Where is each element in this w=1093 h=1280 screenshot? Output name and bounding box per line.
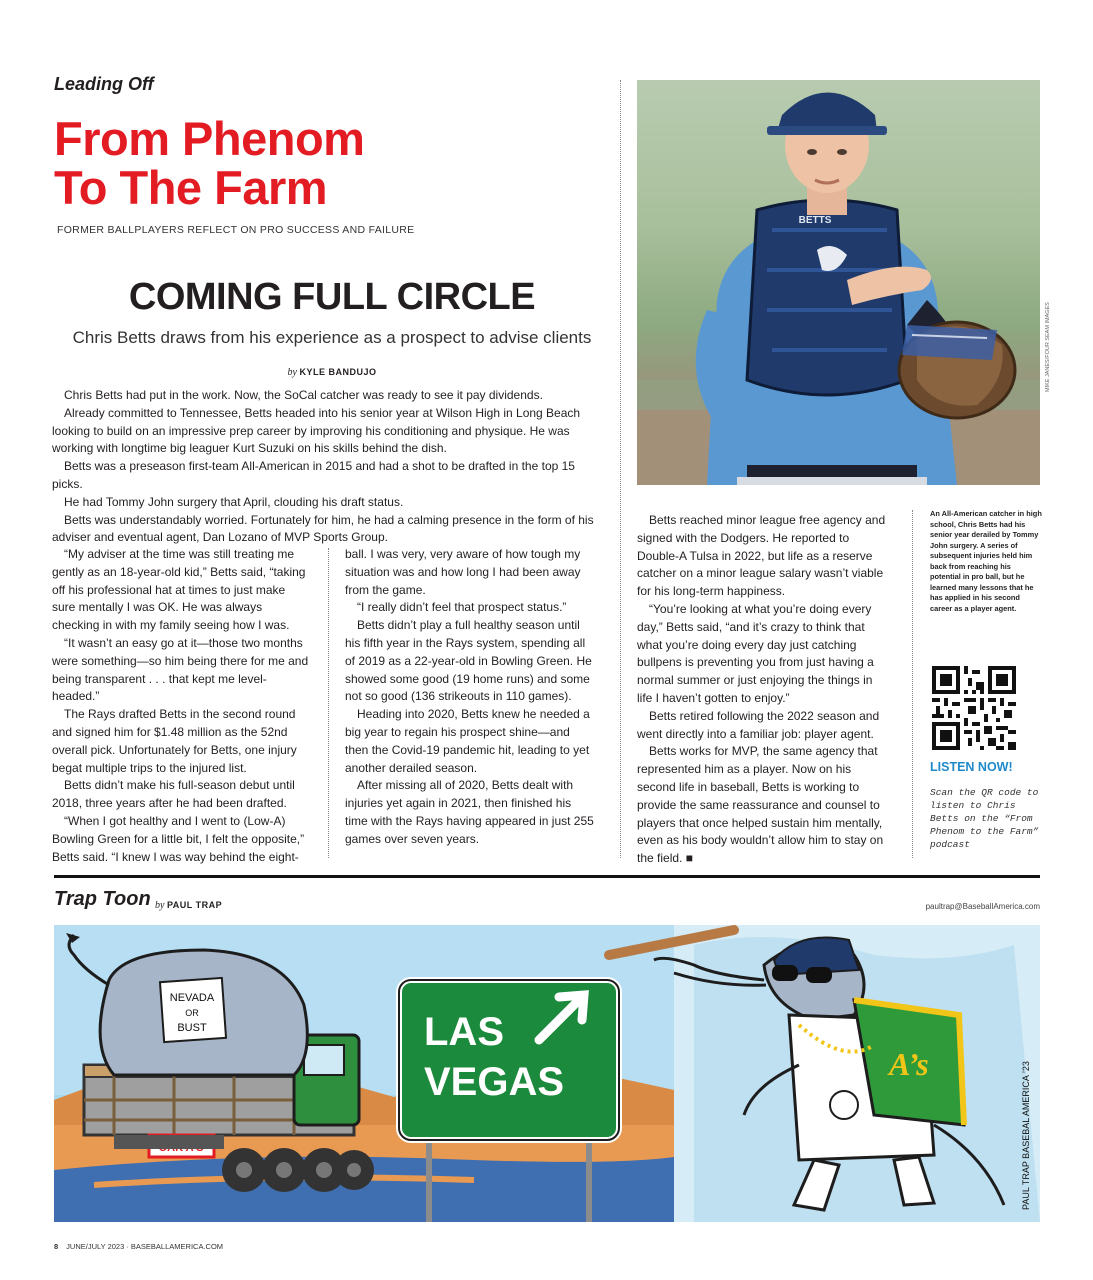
sign-line-2: VEGAS (424, 1060, 565, 1104)
tank-sign-line-3: BUST (177, 1022, 207, 1034)
toon-email[interactable]: paultrap@BaseballAmerica.com (925, 902, 1040, 911)
column-divider (328, 548, 329, 858)
toon-author: PAUL TRAP (166, 900, 223, 910)
chest-name-label: BETTS (798, 215, 832, 226)
intro-paragraph: Betts was understandably worried. Fortunately for him, he had a calming presence in the form of his adviser and eventual agent, Dan Lozano of MVP Sports Group. (52, 512, 594, 545)
section-rule (54, 875, 1040, 878)
player-photo (637, 80, 1040, 485)
body-paragraph: “You’re looking at what you’re doing every day,” Betts said, “and it’s crazy to think that what you’re doing every day just catching bullpens is preventing you from just having a normal summer or just enjoying the things in life I haven’t gotten to enjoy.” (637, 601, 874, 705)
body-paragraph: Betts reached minor league free agency and signed with the Dodgers. He reported to Double-A Tulsa in 2022, but life as a reserve catcher on a minor league salary wasn’t viable for his long-term happiness. (637, 513, 886, 599)
sign-line-1: LAS (424, 1010, 504, 1054)
story-column-2 (345, 546, 595, 849)
story-title: COMING FULL CIRCLE (128, 276, 536, 318)
toon-title: Trap Toon (54, 888, 151, 910)
body-paragraph: ball. I was very, very aware of how tough my situation was and how long I had been away from the game. (345, 547, 581, 597)
headline-line-1: From Phenom (54, 112, 365, 165)
podcast-note: Scan the QR code to listen to Chris Betts on the “From Phenom to the Farm” podcast (930, 787, 1039, 850)
cartoon-signature: PAUL TRAP BASEBAL AMERICA ’23 (1021, 1061, 1031, 1210)
cartoon (54, 925, 1040, 1222)
story-column-3 (637, 512, 887, 868)
cape-logo: A’s (889, 1046, 929, 1082)
column-divider (912, 510, 913, 858)
story-deck: Chris Betts draws from his experience as a prospect to advise clients (72, 328, 592, 347)
byline-prefix: by (287, 367, 297, 378)
toon-byline (155, 900, 222, 911)
body-paragraph: “When I got healthy and I went to (Low-A) Bowling Green for a little bit, I felt the opposite,” Betts said. “I knew I was way behind the eight- (52, 813, 305, 864)
section-kicker: Leading Off (54, 74, 154, 94)
column-divider (620, 80, 621, 858)
story-intro (52, 387, 608, 547)
body-paragraph: “My adviser at the time was still treating me gently as an 18-year-old kid,” Betts said, “taking off his professional hat at times to just make sure mentally I was OK. He was always checking in with my family seeing how I was. (52, 547, 306, 633)
toon-byline-prefix: by (155, 900, 165, 911)
body-paragraph: “It wasn’t an easy go at it—those two months were something—so him being there for me and being transparent . . . that kept me level-headed.” (52, 635, 309, 704)
tank-sign-line-1: NEVADA (169, 992, 215, 1004)
body-paragraph: The Rays drafted Betts in the second round and signed him for $1.48 million as the 52nd overall pick. Unfortunately for Betts, one injury begat multiple trips to the injured list. (52, 707, 297, 775)
cartoon-illustration (54, 925, 1040, 1222)
section-headline (54, 114, 364, 212)
qr-code[interactable] (932, 666, 1016, 750)
page-folio (54, 1242, 223, 1251)
body-paragraph: Betts works for MVP, the same agency that represented him as a player. Now on his second life in baseball, Betts is working to provide the same reassurance and counsel to players that once helped sustain him mentally, even as his body wouldn’t allow him to stay on the field. ■ (637, 744, 884, 866)
section-subhead: FORMER BALLPLAYERS REFLECT ON PRO SUCCESS AND FAILURE (57, 224, 415, 236)
catcher-illustration (637, 80, 1040, 485)
intro-paragraph: He had Tommy John surgery that April, clouding his draft status. (64, 494, 404, 509)
body-paragraph: Heading into 2020, Betts knew he needed a big year to regain his prospect shine—and then the Covid-19 pandemic hit, leading to yet another derailed season. (345, 707, 590, 775)
body-paragraph: After missing all of 2020, Betts dealt with injuries yet again in 2021, then finished his time with the Rays having appeared in just 255 games over seven years. (345, 778, 594, 846)
body-paragraph: “I really didn’t feel that prospect status.” (357, 600, 567, 615)
body-paragraph: Betts retired following the 2022 season and went directly into a familiar job: player agent. (637, 708, 880, 741)
page-number: 8 (54, 1242, 59, 1251)
byline (54, 367, 610, 378)
listen-now-link[interactable]: LISTEN NOW! (930, 760, 1013, 774)
headline-line-2: To The Farm (54, 161, 328, 214)
tank-sign-line-2: OR (185, 1008, 199, 1018)
body-paragraph: Betts didn’t play a full healthy season until his fifth year in the Rays system, spending all of 2019 as a 22-year-old in Bowling Green. He showed some good (19 home runs) and some not so good (136 strikeouts in 110 games). (345, 618, 592, 704)
story-column-1 (52, 546, 310, 866)
qr-code-icon (932, 666, 1016, 750)
folio-text: JUNE/JULY 2023 · BASEBALLAMERICA.COM (66, 1242, 224, 1251)
photo-credit: MIKE JANES/FOUR SEAM IMAGES (1045, 302, 1051, 392)
byline-name: KYLE BANDUJO (299, 367, 377, 377)
intro-paragraph: Betts was a preseason first-team All-American in 2015 and had a shot to be drafted in the top 15 picks. (52, 459, 575, 491)
body-paragraph: Betts didn’t make his full-season debut until 2018, three years after he had been drafted. (52, 778, 295, 811)
intro-paragraph: Chris Betts had put in the work. Now, the SoCal catcher was ready to see it pay dividends. (64, 388, 543, 402)
photo-caption: An All-American catcher in high school, Chris Betts had his senior year derailed by Tommy John surgery. A series of subsequent injuries held him back from reaching his potential in pro ball, but he learned many lessons that he has applied in his second career as a player agent. (930, 509, 1042, 613)
intro-paragraph: Already committed to Tennessee, Betts headed into his senior year at Wilson High in Long Beach looking to build on an impressive prep career by improving his conditioning and physique. He was working with longtime big leaguer Kurt Suzuki on his skills behind the dish. (52, 405, 581, 456)
